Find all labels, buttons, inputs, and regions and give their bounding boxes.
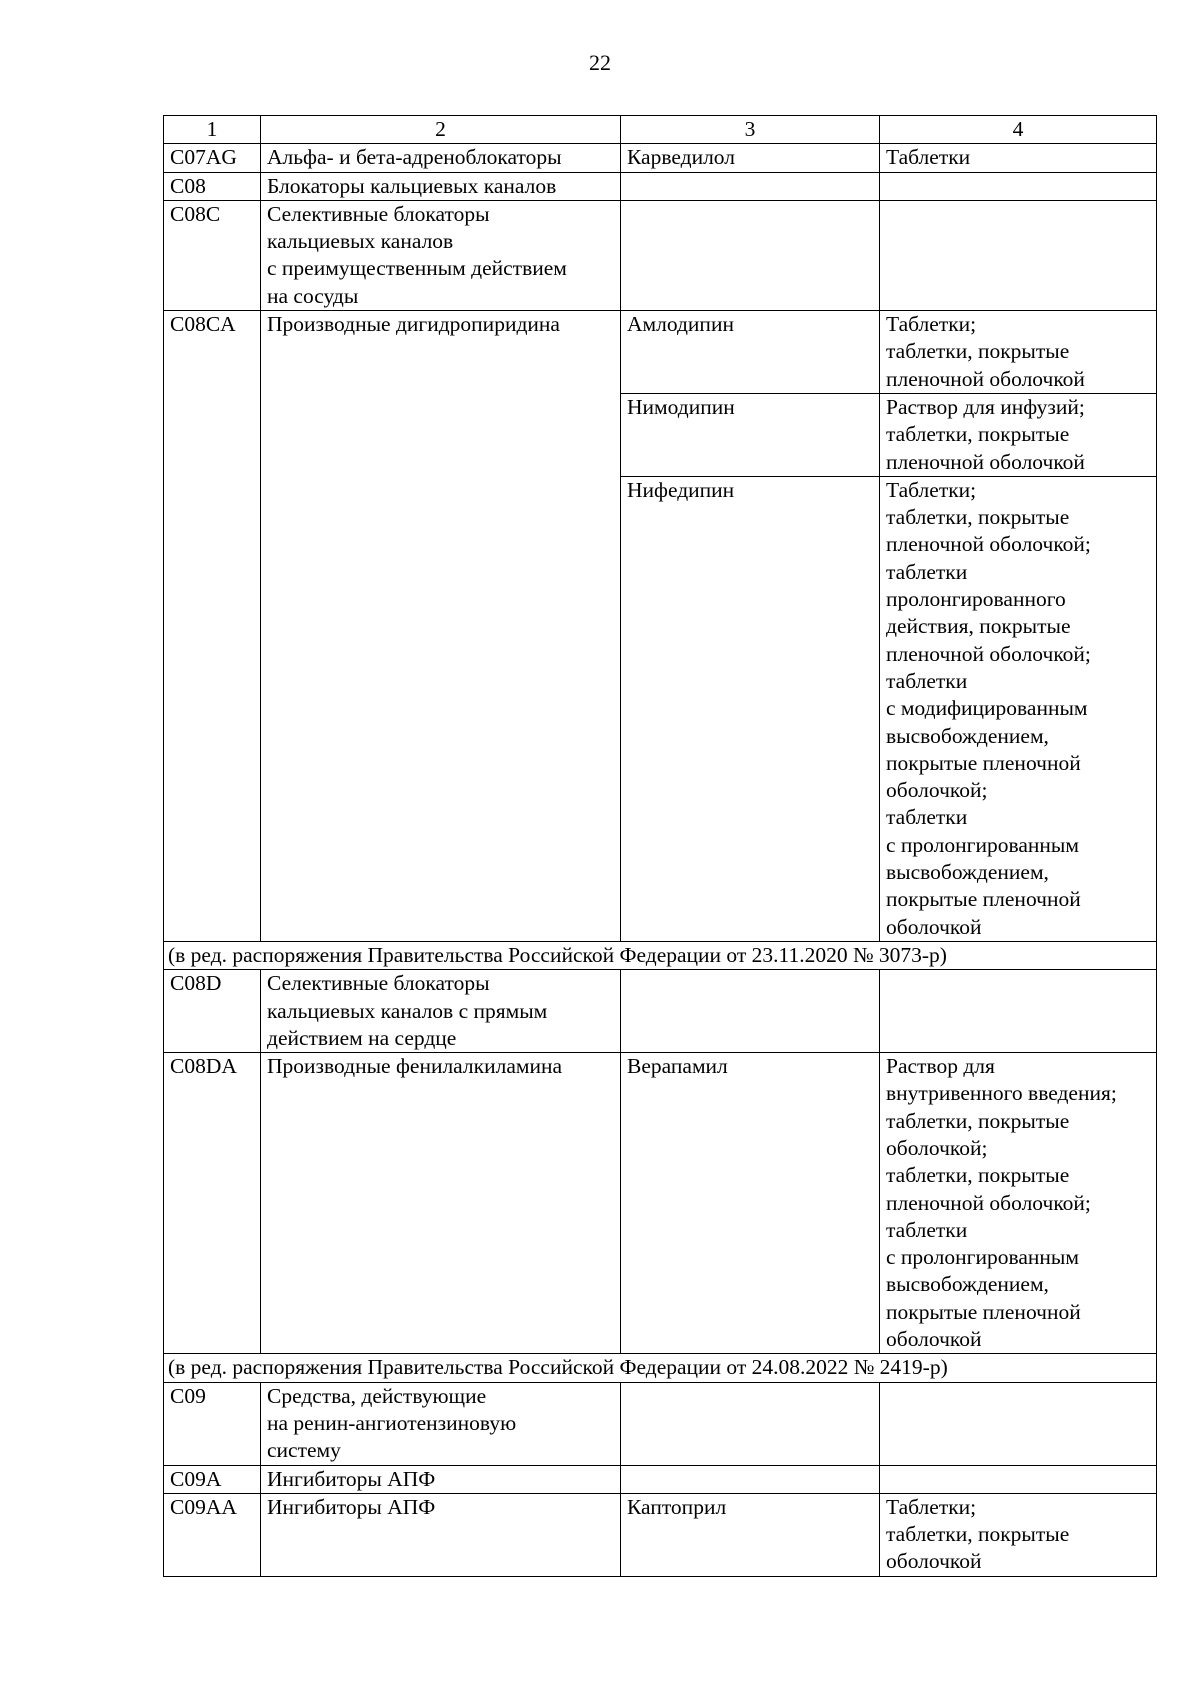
dosage-forms <box>880 200 1157 310</box>
drug-name: Каптоприл <box>621 1493 880 1576</box>
table-row <box>164 311 1157 394</box>
drug-name <box>621 1382 880 1465</box>
amendment-note: (в ред. распоряжения Правительства Российской Федерации от 23.11.2020 № 3073-р) <box>164 941 1157 969</box>
dosage-forms <box>880 1382 1157 1465</box>
atc-group: Альфа- и бета-адреноблокаторы <box>261 144 621 172</box>
dosage-forms: Таблетки; таблетки, покрытые оболочкой <box>880 1493 1157 1576</box>
drug-name <box>621 200 880 310</box>
atc-group: Селективные блокаторы кальциевых каналов с преимущественным действием на сосуды <box>261 200 621 310</box>
page-number: 22 <box>589 50 611 75</box>
atc-group: Производные дигидропиридина <box>261 311 621 942</box>
column-header: 1 <box>164 116 261 144</box>
dosage-forms: Раствор для внутривенного введения; таблетки, покрытые оболочкой; таблетки, покрытые пленочной оболочкой; таблетки с пролонгированным высвобождением, покрытые пленочной оболочкой <box>880 1053 1157 1354</box>
atc-group: Селективные блокаторы кальциевых каналов с прямым действием на сердце <box>261 970 621 1053</box>
drug-name: Амлодипин <box>621 311 880 394</box>
dosage-forms <box>880 1465 1157 1493</box>
atc-code: C09AA <box>164 1493 261 1576</box>
table-header-row <box>164 116 1157 144</box>
atc-code: C09A <box>164 1465 261 1493</box>
amendment-note-row <box>164 1354 1157 1382</box>
dosage-forms: Таблетки; таблетки, покрытые пленочной оболочкой; таблетки пролонгированного действия, покрытые пленочной оболочкой; таблетки с модифицированным высвобождением, покрытые пленочной оболочкой; таблетки с пролонгированным высвобождением, покрытые пленочной оболочкой <box>880 476 1157 941</box>
drug-name: Карведилол <box>621 144 880 172</box>
table-row <box>164 1053 1157 1354</box>
drug-classification-table <box>163 115 1157 1577</box>
drug-name <box>621 1465 880 1493</box>
table-row <box>164 172 1157 200</box>
atc-code: C08D <box>164 970 261 1053</box>
atc-group: Блокаторы кальциевых каналов <box>261 172 621 200</box>
amendment-note: (в ред. распоряжения Правительства Российской Федерации от 24.08.2022 № 2419-р) <box>164 1354 1157 1382</box>
drug-name: Верапамил <box>621 1053 880 1354</box>
dosage-forms <box>880 970 1157 1053</box>
atc-group: Производные фенилалкиламина <box>261 1053 621 1354</box>
table-row <box>164 1465 1157 1493</box>
dosage-forms: Раствор для инфузий; таблетки, покрытые пленочной оболочкой <box>880 393 1157 476</box>
atc-group: Ингибиторы АПФ <box>261 1493 621 1576</box>
amendment-note-row <box>164 941 1157 969</box>
atc-group: Ингибиторы АПФ <box>261 1465 621 1493</box>
dosage-forms: Таблетки; таблетки, покрытые пленочной оболочкой <box>880 311 1157 394</box>
table-row <box>164 200 1157 310</box>
drug-name <box>621 172 880 200</box>
atc-code: C09 <box>164 1382 261 1465</box>
table-row <box>164 970 1157 1053</box>
atc-code: C08DA <box>164 1053 261 1354</box>
atc-code: C08C <box>164 200 261 310</box>
atc-code: C08CA <box>164 311 261 942</box>
table-row <box>164 1493 1157 1576</box>
atc-code: C07AG <box>164 144 261 172</box>
drug-name <box>621 970 880 1053</box>
column-header: 2 <box>261 116 621 144</box>
dosage-forms <box>880 172 1157 200</box>
column-header: 3 <box>621 116 880 144</box>
table-row <box>164 144 1157 172</box>
atc-code: C08 <box>164 172 261 200</box>
drug-name: Нифедипин <box>621 476 880 941</box>
atc-group: Средства, действующие на ренин-ангиотензиновую систему <box>261 1382 621 1465</box>
dosage-forms: Таблетки <box>880 144 1157 172</box>
column-header: 4 <box>880 116 1157 144</box>
table-row <box>164 1382 1157 1465</box>
drug-name: Нимодипин <box>621 393 880 476</box>
